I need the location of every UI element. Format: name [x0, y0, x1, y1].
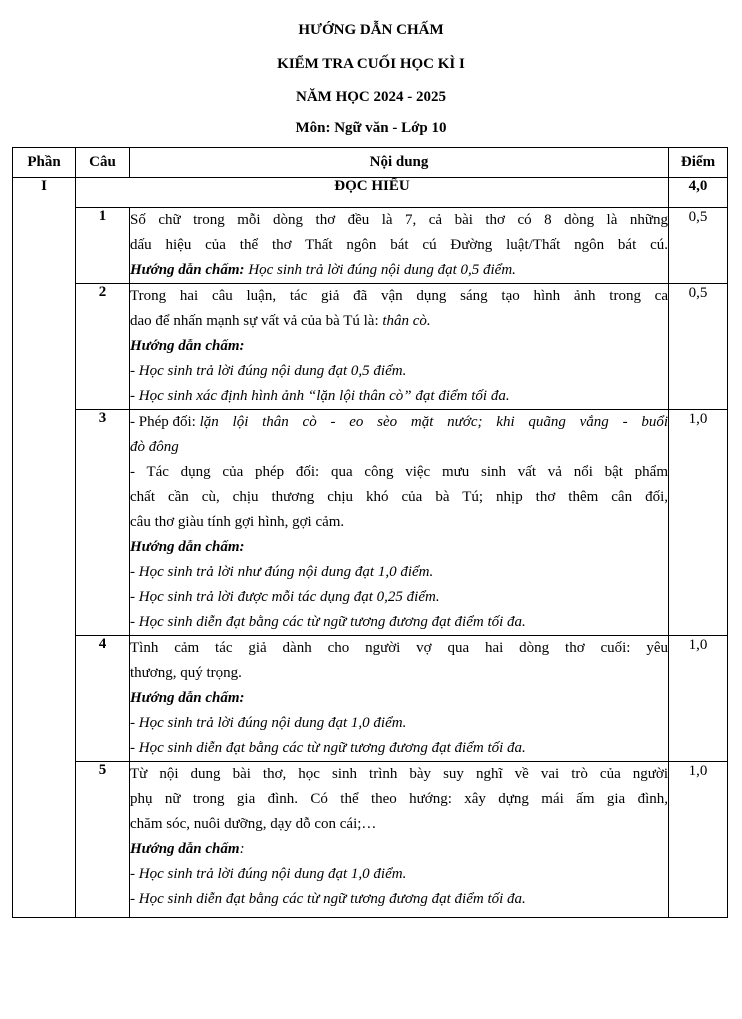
answer-line: - Tác dụng của phép đối: qua công việc mưu sinh vất vả nổi bật phẩm	[130, 464, 668, 480]
guide-label: Hướng dẫn chấm	[130, 841, 240, 857]
guide-label: Hướng dẫn chấm:	[130, 338, 245, 354]
table-row	[13, 284, 728, 410]
guide-line: - Học sinh diễn đạt bằng các từ ngữ tương đương đạt điểm tối đa.	[130, 740, 526, 756]
table-row	[13, 208, 728, 284]
grading-table	[12, 147, 728, 918]
guide-label-colon: :	[239, 841, 245, 857]
question-score: 0,5	[669, 208, 728, 284]
section-row	[13, 178, 728, 208]
guide-line: - Học sinh trả lời đúng nội dung đạt 1,0 điểm.	[130, 715, 407, 731]
section-score: 4,0	[669, 178, 728, 208]
answer-content	[130, 636, 669, 762]
document-title: HƯỚNG DẪN CHẤM	[298, 22, 444, 38]
table-row	[13, 636, 728, 762]
question-number: 4	[76, 636, 130, 762]
part-number: I	[13, 178, 76, 918]
question-score: 0,5	[669, 284, 728, 410]
column-header-part: Phần	[13, 148, 76, 178]
section-title: ĐỌC HIỂU	[76, 178, 669, 208]
exam-name: KIỂM TRA CUỐI HỌC KÌ I	[277, 56, 465, 72]
answer-line: chăm sóc, nuôi dưỡng, dạy dỗ con cái;…	[130, 816, 377, 832]
table-row	[13, 762, 728, 918]
school-year: NĂM HỌC 2024 - 2025	[296, 89, 446, 105]
answer-line: phụ nữ trong gia đình. Có thể theo hướng: xây dựng mái ấm gia đình,	[130, 791, 668, 807]
column-header-score: Điểm	[669, 148, 728, 178]
column-header-question: Câu	[76, 148, 130, 178]
question-number: 2	[76, 284, 130, 410]
question-score: 1,0	[669, 410, 728, 636]
answer-line: Số chữ trong mỗi dòng thơ đều là 7, cả bài thơ có 8 dòng là những	[130, 212, 668, 228]
guide-line: - Học sinh trả lời đúng nội dung đạt 0,5 điểm.	[130, 363, 407, 379]
question-number: 3	[76, 410, 130, 636]
table-row	[13, 410, 728, 636]
answer-content	[130, 762, 669, 918]
subject-grade: Môn: Ngữ văn - Lớp 10	[295, 120, 447, 136]
question-score: 1,0	[669, 636, 728, 762]
guide-line: - Học sinh trả lời đúng nội dung đạt 1,0 điểm.	[130, 866, 407, 882]
answer-line: Từ nội dung bài thơ, học sinh trình bày suy nghĩ về vai trò của người	[130, 766, 668, 782]
answer-content	[130, 410, 669, 636]
guide-line: - Học sinh trả lời được mỗi tác dụng đạt 0,25 điểm.	[130, 589, 440, 605]
guide-label: Hướng dẫn chấm:	[130, 262, 245, 278]
answer-emphasis: lặn lội thân cò - eo sèo mặt nước; khi quãng vắng - buổi	[199, 414, 668, 430]
guide-line: - Học sinh xác định hình ảnh “lặn lội thân cò” đạt điểm tối đa.	[130, 388, 510, 404]
table-header-row	[13, 148, 728, 178]
answer-line: Trong hai câu luận, tác giả đã vận dụng sáng tạo hình ảnh trong ca	[130, 288, 668, 304]
question-score: 1,0	[669, 762, 728, 918]
answer-line: - Phép đối:	[130, 414, 200, 430]
answer-content	[130, 208, 669, 284]
answer-line: Tình cảm tác giả dành cho người vợ qua hai dòng thơ cuối: yêu	[130, 640, 668, 656]
guide-line: - Học sinh diễn đạt bằng các từ ngữ tương đương đạt điểm tối đa.	[130, 891, 526, 907]
guide-line: - Học sinh diễn đạt bằng các từ ngữ tương đương đạt điểm tối đa.	[130, 614, 526, 630]
question-number: 5	[76, 762, 130, 918]
answer-emphasis: đò đông	[130, 439, 179, 455]
column-header-content: Nội dung	[130, 148, 669, 178]
guide-text: Học sinh trả lời đúng nội dung đạt 0,5 điểm.	[244, 262, 516, 278]
answer-line: thương, quý trọng.	[130, 665, 242, 681]
question-number: 1	[76, 208, 130, 284]
answer-line: dấu hiệu của thể thơ Thất ngôn bát cú Đường luật/Thất ngôn bát cú.	[130, 237, 668, 253]
answer-line: dao để nhấn mạnh sự vất vả của bà Tú là:	[130, 313, 383, 329]
guide-label: Hướng dẫn chấm:	[130, 690, 245, 706]
answer-emphasis: thân cò.	[382, 313, 431, 329]
guide-line: - Học sinh trả lời như đúng nội dung đạt 1,0 điểm.	[130, 564, 434, 580]
guide-label: Hướng dẫn chấm:	[130, 539, 245, 555]
answer-content	[130, 284, 669, 410]
answer-line: câu thơ giàu tính gợi hình, gợi cảm.	[130, 514, 345, 530]
answer-line: chất cần cù, chịu thương chịu khó của bà Tú; nhịp thơ thêm cân đối,	[130, 489, 668, 505]
